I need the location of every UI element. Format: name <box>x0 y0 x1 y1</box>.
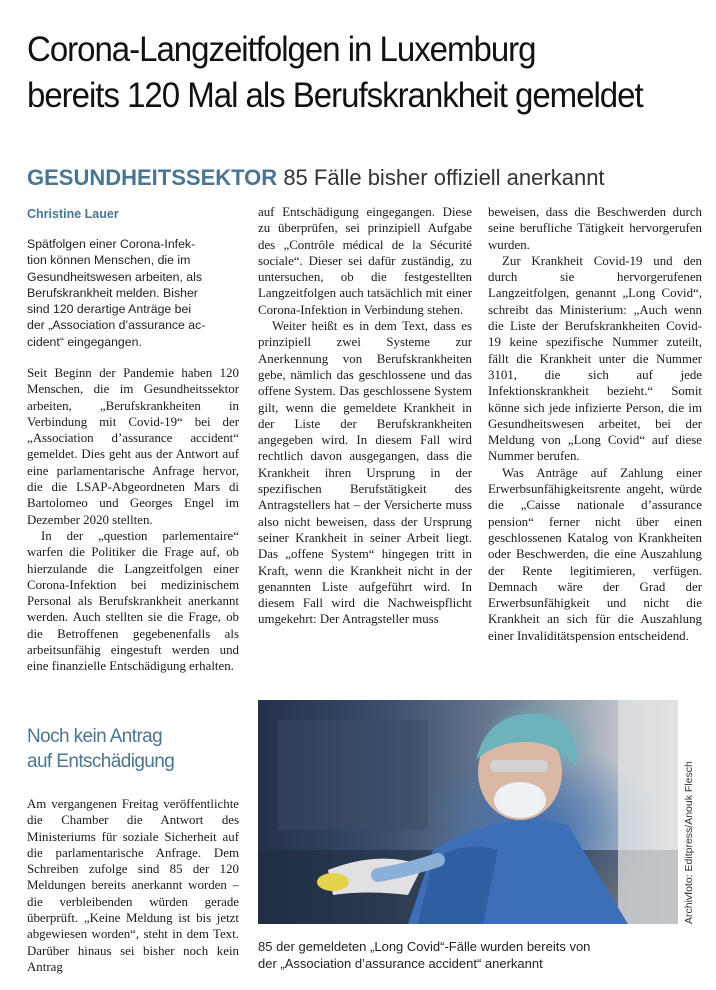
body-paragraph: auf Entschädigung eingegangen. Diese zu überprüfen, sei prinzipiell Aufgabe des „Contrôle médical de la Sécurité sociale“. Dieser sei dafür zuständig, zu untersuchen, ob die festgestellten Langzeitfolgen auch tatsächlich mit einer Corona-Infektion in Verbindung stehen. <box>258 205 472 317</box>
lead-line: der „Association d’assurance ac- <box>27 318 206 333</box>
lead-line: tion können Menschen, die im <box>27 253 191 268</box>
headline-line-1: Corona-Langzeitfolgen in Luxemburg <box>27 29 536 69</box>
headline-line-2: bereits 120 Mal als Berufskrankheit gemeldet <box>27 75 643 115</box>
caption-line-2: der „Association d’assurance accident“ anerkannt <box>258 956 543 971</box>
column-1-bottom <box>27 796 239 975</box>
body-paragraph: Weiter heißt es in dem Text, dass es prinzipiell zwei Systeme zur Anerkennung von Berufskrankheiten gebe, nämlich das geschlossene und das offene System. Das geschlossene System gilt, wenn die gemeldete Krankheit in der Liste der Berufskrankheiten angegeben wird. In diesem Fall wird rechtlich davon ausgegangen, dass die Krankheit ihren Ursprung in der spezifischen Berufstätigkeit des Antragstellers hat – der Versicherte muss also nicht beweisen, dass der Ursprung seiner Krankheit in seiner Arbeit liegt. Das „offene System“ hingegen tritt in Kraft, wenn die Krankheit nicht in der genannten Liste aufgeführt wird. In diesem Fall wird die Nachweispflicht umgekehrt: Der Antragsteller muss <box>258 319 472 627</box>
photo-caption <box>258 938 698 972</box>
column-3 <box>488 204 702 644</box>
caption-line-1: 85 der gemeldeten „Long Covid“-Fälle wurden bereits von <box>258 939 591 954</box>
lead-line: cident“ eingegangen. <box>27 334 142 349</box>
body-paragraph: Seit Beginn der Pandemie haben 120 Menschen, die im Gesundheitssektor arbeiten, „Berufskrankheiten in Verbindung mit Covid-19“ bei der „Association d’assurance accident“ gemeldet. Dies geht aus der Antwort auf eine parlamentarische Anfrage hervor, die die LSAP-Abgeordneten Mars di Bartolomeo und Georges Engel im Dezember 2020 stellten. <box>27 366 239 527</box>
subheadline-text: 85 Fälle bisher offiziell anerkannt <box>283 165 605 190</box>
crosshead-line-2: auf Entschädigung <box>27 751 175 772</box>
lead-line: Spätfolgen einer Corona-Infek- <box>27 237 196 251</box>
crosshead <box>27 724 239 774</box>
column-1-top <box>27 365 239 675</box>
nurse-illustration <box>258 700 678 924</box>
body-paragraph: In der „question parlementaire“ warfen die Politiker die Frage auf, ob hierzulande die Langzeitfolgen einer Corona-Infektion bei medizinischem Personal als Berufskrankheit anerkannt werden. Auch stellten sie die Frage, ob die Betroffenen gegebenenfalls als arbeitsunfähig eingestuft werden und eine finanzielle Entschädigung erhalten. <box>27 528 239 674</box>
headline <box>27 26 650 118</box>
article-photo <box>258 700 678 924</box>
subheadline <box>27 164 605 192</box>
body-paragraph: Was Anträge auf Zahlung einer Erwerbsunfähigkeitsrente angeht, würde die „Caisse nationale d’assurance pension“ ferner nicht über einen geschlossenen Katalog von Krankheiten oder Beschwerden, die eine Auszahlung der Rente legitimieren, verfügen. Demnach wäre der Grad der Erwerbsunfähigkeit und nicht die Krankheit an sich für die Auszahlung einer Invaliditätspension entscheidend. <box>488 465 702 643</box>
crosshead-line-1: Noch kein Antrag <box>27 726 163 747</box>
author-byline: Christine Lauer <box>27 207 119 221</box>
body-paragraph: beweisen, dass die Beschwerden durch seine berufliche Tätigkeit hervorgerufen wurden. <box>488 205 702 252</box>
lead-paragraph <box>27 236 239 350</box>
body-paragraph: Am vergangenen Freitag veröffentlichte die Chamber die Antwort des Ministeriums für soziale Sicherheit auf die parlamentarische Anfrage. Dem Schreiben zufolge sind 85 der 120 Meldungen bereits anerkannt worden – die verbleibenden würden gerade überprüft. „Keine Meldung ist bis jetzt abgewiesen worden“, steht in dem Text. Darüber hinaus sei bisher noch kein Antrag <box>27 797 239 974</box>
lead-line: sind 120 derartige Anträge bei <box>27 302 192 317</box>
lead-line: Berufskrankheit melden. Bisher <box>27 285 198 300</box>
subheadline-keyword: GESUNDHEITSSEKTOR <box>27 165 278 190</box>
body-paragraph: Zur Krankheit Covid-19 und den durch sie hervorgerufenen Langzeitfolgen, genannt „Long Covid“, schreibt das Ministerium: „Auch wenn die Liste der Berufskrankheiten Covid-19 keine spezifische Nummer zuteilt, fällt die Krankheit unter die Nummer 3101, die sich auf jede Infektionskrankheit bezieht.“ Somit könne sich jede infizierte Person, die im Gesundheitswesen arbeitet, bei der Meldung von „Long Covid“ auf diese Nummer berufen. <box>488 253 702 464</box>
photo-credit: Archivfoto: Editpress/Anouk Flesch <box>683 761 695 924</box>
column-2 <box>258 204 472 628</box>
lead-line: Gesundheitswesen arbeiten, als <box>27 269 202 284</box>
